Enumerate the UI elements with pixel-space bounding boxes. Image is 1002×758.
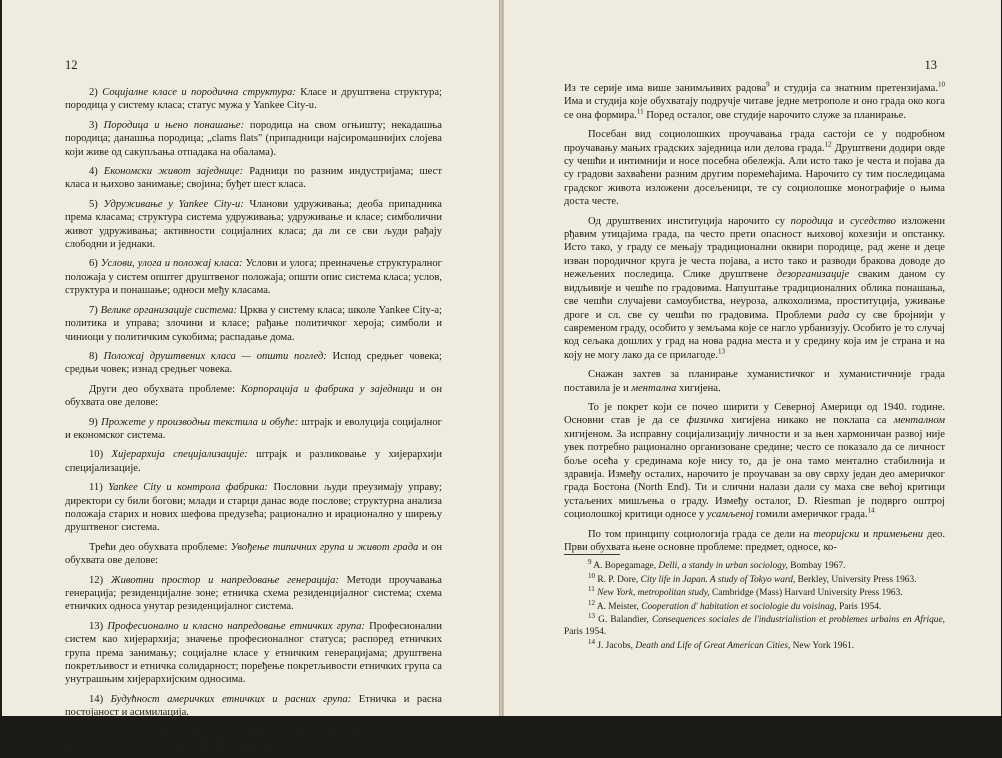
footnote-number: 12 [588,598,595,607]
paragraph-text: 5) [89,198,104,210]
section-heading: Будућност америчких етничких и расних група: [110,693,352,705]
paragraph-text: То је покрет који се почео ширити у Северној Америци од 1940. године. Основни став је да се [564,401,945,427]
footnote-number: 9 [588,557,592,566]
paragraph [65,448,442,475]
section-heading: Yankee City и контрола фабрика: [108,482,269,494]
paragraph-text: Поред осталог, ове студије нарочито служе за планирање. [643,109,907,121]
paragraph-text: Услови и улога; преиначење структуралног положаја у систем општег друштвеног положаја; општи опис система класа; услов, структура и понашање; односи међу класама. [65,258,442,297]
page-number: 12 [65,58,78,72]
footnote-text: Cambridge (Mass) Harvard University Press 1963. [709,588,903,599]
paragraph [65,693,442,720]
emphasized-text: дезорганизације [776,269,850,281]
paragraph-text: и студија са знатним претензијама. [769,83,938,94]
paragraph [65,541,442,568]
footnote-title: New York, metropolitan study, [597,588,710,599]
paragraph [65,350,442,377]
paragraph [564,215,945,362]
section-heading: Економски живот заједнице: [103,166,244,178]
footnote-marker: 10 [938,80,945,89]
section-heading: Положај друштвених класа — општи поглед: [103,350,327,362]
paragraph-text: Методи проучавања генерација; резиденцијалне зоне; етничка схема резиденцијалног система; схема етничких односа унутар резиденцијалног система. [65,574,442,613]
emphasized-text: суседство [850,215,896,227]
footnote-text: Paris 1954. [836,601,882,612]
paragraph-text: 9) [89,416,102,428]
paragraph-text: Радници по разним индустријама; шест класа и њихово занимање; својина; буђет шест класа. [65,166,442,191]
paragraph-text: гомили америчког града. [753,509,868,521]
paragraph-text: сваким даном су видљивије и чешће по градовима. Напуштање традиционалних облика понашања, све чешћи случајеви самоубиства, неуроза, алкохолизма, проституција, уживање дроге и сл. све су чешћи по градовима. Проблеми [564,269,946,321]
paragraph-text: Друштвени додири овде су чешћи и интимнији и носе посебна обележја. Али исто тако је честа и појава да су градови захваћени разним другим поремећајима. Нарочито су тим последицама градског живота изложени досељеници, те су социолошке монографије о њима доста честе. [564,142,945,208]
paragraph-text: 12) [89,574,111,586]
paragraph-text: 6) [89,258,101,270]
paragraph [65,257,442,297]
footnote-text: J. Jacobs, [595,640,636,651]
paragraph-text: 14) [89,693,111,705]
paragraph [65,304,442,344]
paragraph-text: су све бројнији у савременом граду, особито у земљама које се нагло урбанизују. Особито је то случај код сељака дошлих у град на нова радна места и у средину која им је страна и на коју не могу лако да се прилагоде. [564,309,945,361]
paragraph-text: Посебан вид социолошких проучавања града састоји се у подробном проучавању мањих градских заједница или делова града. [564,129,945,154]
footnote-number: 11 [588,585,595,594]
paragraph-text: и он обухвата ове делове: [65,383,442,409]
footnote-divider [564,554,620,555]
footnote-text: R. P. Dore, [595,574,641,585]
footnote-number: 14 [588,637,595,646]
footnote-text: A. Meister, [595,601,642,612]
paragraph-text: Црква у систему класа; школе Yankee City-a; политика и управа; злочини и класе; рађање политичког херојa; симболи и чиниоци у политичким сукобима; распадање дома. [65,304,442,343]
emphasized-text: примењени [872,528,924,540]
footnote [564,598,945,614]
paragraph-text: Трећи део обухвата проблеме: [89,541,231,553]
paragraph-text: Снажан захтев за планирање хуманистичког и хуманистичније града поставила је и [564,369,945,394]
section-heading: Удруживање у Yankee City-u: [103,198,244,210]
footnote-text: Berkley, University Press 1963. [795,574,917,585]
footnote [564,637,945,653]
paragraph [65,481,442,535]
paragraph-text: Пословни људи преузимају управу; директори су били богови; млади и старци данас воде послове; структурна анализа положаја старих и нових шефова предузећа; рационално и ирационално у ширењу друштвеног система. [65,482,442,534]
paragraph [65,620,442,687]
footnote-title: City life in Japan. A study of Tokyo ward, [640,574,796,585]
page-number: 13 [924,58,937,72]
footnote-text: A. Bopegamage, [591,561,659,571]
paragraph-text: Испод средњег човека; средњи човек; изнад средњег човека. [65,350,442,376]
paragraph-text: 7) [89,304,101,316]
footnote [564,585,945,600]
emphasized-text: менталном [893,415,946,427]
paragraph-text: Напори америчких социолога у проучавању друштва средњих градова послужили су као углед социолозима и неких других земаља. [65,726,442,752]
paragraph [564,82,945,122]
paragraph-text: Други део обухвата проблеме: [89,383,241,395]
paragraph [564,368,945,395]
paragraph [65,726,442,753]
paragraph [65,383,442,410]
right-page [503,0,1001,716]
paragraph-text: штрајк и еволуција социјалног и економског система. [65,416,442,441]
emphasized-text: породица [790,215,834,227]
footnote-marker: 12 [824,140,832,149]
paragraph-text: и [833,215,851,227]
paragraph-text: 11) [89,482,109,494]
footnote-text: G. Balandier, [595,615,652,626]
paragraph-text: 4) [89,166,104,178]
paragraph [564,128,945,208]
paragraph [564,401,945,522]
paragraph-text: породица на свом огњишту; некадашња породица; данашња породица; „clams flats" (припадници најсиромашнијих слојева који живе од сакупљања отпадака на обалама). [65,119,442,158]
footnote-title: Consequences sociales de l'industrialistion et problemes urbains en Afrique, [651,615,945,626]
paragraph [65,198,442,252]
footnote [564,612,945,638]
paragraph-text: хигијеном. За исправну социјализацију личности и за њен хармоничан развој није увек потребно рационално организоване средине; често се показало да се личност боље осећа у срединама које нису то, да је она тамо ментално стабилнија и здравија. Између осталих, нарочито је проучаван за ову сврху један део америчког града Бостона (North End). Ти и слични налази дали су маха све већој критици устаљених мишљења о граду. Између осталог, D. Riesman је подврго оштрој социолошкој критици односе у [564,428,945,521]
footnote-title: Death and Life of Great American Cities, [635,640,791,651]
paragraph-text: хигијена. [676,382,721,394]
footnote-marker: 14 [867,506,875,515]
section-heading: Социјалне класе и породична структура: [102,87,296,98]
paragraph-text: део. Први обухвата њене основне проблеме: предмет, односе, ко- [564,528,945,553]
paragraph-text: хигијена никако не поклапа са [723,415,894,427]
paragraph [65,86,442,113]
footnote-title: Delli, a standy in urban sociology, [658,561,788,571]
emphasized-text: усамљеној [706,509,754,521]
footnote-marker: 9 [766,80,770,89]
paragraph-text: Чланови удруживања; деоба припадника према класама; структура система удруживања; удруживање и класе; симболични живот удруживања; активности социјалних класа; да ли се сви људи рађају слободни и једнаки. [65,198,442,251]
left-page-text [65,86,442,758]
paragraph [65,416,442,443]
paragraph-text: 13) [89,620,108,632]
emphasized-text: рада [828,309,850,321]
paragraph-text: штрајк и разликовање у хијерархији специјализације. [65,449,442,474]
footnote-number: 10 [588,571,595,580]
paragraph-text: Има и студија које обухватају подручје читаве једне метрополе и оно града око кога се она формира. [564,96,945,121]
emphasized-text: ментална [631,382,677,394]
footnote-title: Cooperation d' habitation et sociologie du voisinag, [641,601,837,612]
paragraph-text: 3) [89,119,104,131]
section-heading: Породица и њено понашање: [103,119,245,131]
paragraph-text: Од друштвених институција нарочито су [588,215,791,227]
footnote-text: Bombay 1967. [787,561,846,571]
paragraph [65,165,442,192]
emphasized-text: теоријски [813,528,860,540]
paragraph-text: По том принципу социологија града се дели на [588,528,814,540]
section-heading: Услови, улога и положај класа: [100,258,243,270]
paragraph-text: изложени рђавим утицајима града, па често прети опасност њиховој кохезији и опстанку. Исто тако, у граду се мењају традиционални оквири породице, рад жене и деце изван породичног круга је честа појава, а исто тако и разводи бракова доводе до нежељених последица. Слике друштвене [564,215,946,281]
section-heading: Хијерархија специјализације: [111,449,248,461]
paragraph [65,574,442,614]
section-heading: Животни простор и напредовање генерација: [110,574,339,586]
footnote [564,571,945,587]
paragraph-text: и он обухвата ове делове: [65,541,442,567]
section-heading: Професионално и класно напредовање етничких група: [107,620,365,632]
paragraph [564,528,945,555]
footnote-text: New York 1961. [790,640,855,651]
emphasized-text: физичка [686,415,724,427]
paragraph-text: Професионални систем као хијерархија; значење професионалног статуса; распоред етничких група према занимању; социјалне класе у етничким генерацијама; друштвена покретљивост и етничка солидарност; поређење покретљивости етничких група са унутрашњим хијерархијским односима. [65,620,442,686]
paragraph-text: 10) [89,449,112,461]
paragraph-text: и [859,528,873,540]
paragraph [65,119,442,159]
paragraph-text: Из те серије има више занимљивих радова [564,83,767,94]
footnote [564,557,945,573]
footnote-marker: 11 [636,107,644,116]
section-heading: Увођење типичних група и живот града [230,541,419,553]
section-heading: Прожете у производњи текстила и обуће: [101,416,299,428]
footnote-text: Paris 1954. [564,626,607,637]
left-page [2,0,500,752]
paragraph-text: Класе и друштвена структура; породица у систему класа; статус мужа у Yankee City-u. [65,87,442,112]
right-page-text [564,82,945,560]
footnotes [564,554,945,654]
footnote-number: 13 [588,612,595,621]
paragraph-text: 2) [89,87,103,98]
section-heading: Велике организације система: [100,304,237,316]
footnote-marker: 13 [718,347,726,356]
section-heading: Корпорација и фабрика у заједници [240,383,414,395]
paragraph-text: 8) [89,350,104,362]
paragraph-text: Етничка и расна постојаност и асимилација. [65,693,442,719]
